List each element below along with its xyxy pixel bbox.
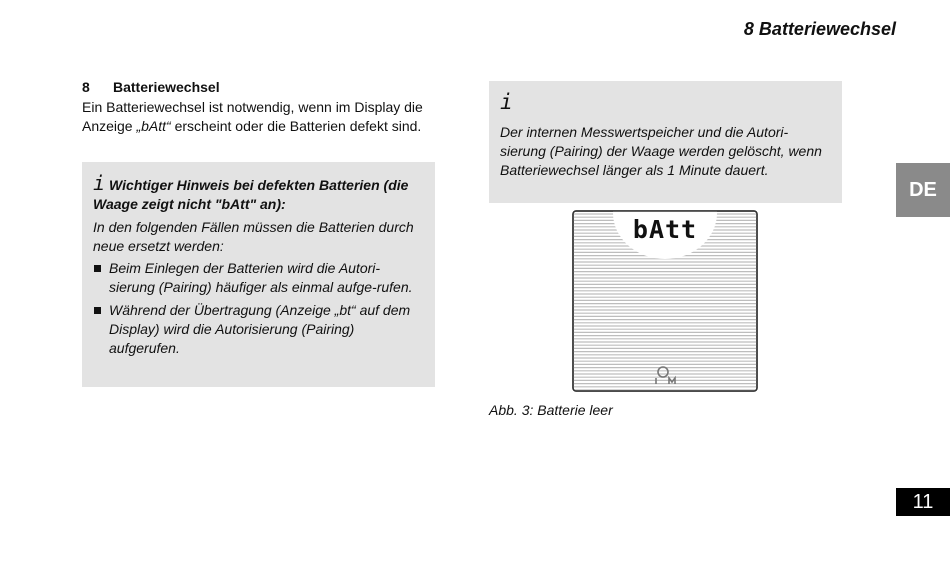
section-title: Batteriewechsel bbox=[113, 79, 220, 95]
info-text: Der internen Messwertspeicher und die Autori-sierung (Pairing) der Waage werden gelöscht, wenn Batteriewechsel länger als 1 Minute dauert. bbox=[500, 124, 822, 178]
bullet-text: Beim Einlegen der Batterien wird die Autori-sierung (Pairing) häufiger als einmal aufge-rufen. bbox=[109, 260, 413, 295]
list-item bbox=[93, 259, 425, 297]
intro-text-1: Ein Batteriewechsel ist notwendig, wenn im Display die Anzeige bbox=[82, 99, 423, 134]
header-title: 8 Batteriewechsel bbox=[743, 19, 896, 39]
warning-bullet-list bbox=[93, 259, 425, 358]
info-icon: i bbox=[500, 90, 513, 114]
section-heading bbox=[82, 79, 435, 95]
intro-code: „bAtt“ bbox=[136, 118, 171, 134]
scale-figure bbox=[570, 208, 760, 394]
scale-display-text: bAtt bbox=[632, 215, 698, 244]
info-box bbox=[489, 81, 842, 203]
warning-title: Wichtiger Hinweis bei defekten Batterien (die Waage zeigt nicht "bAtt" an): bbox=[93, 177, 409, 212]
bullet-text: Während der Übertragung (Anzeige „bt“ auf dem Display) wird die Autorisierung (Pairing) aufgerufen. bbox=[109, 302, 411, 356]
figure-caption: Abb. 3: Batterie leer bbox=[489, 402, 613, 418]
bullet-square-icon bbox=[94, 265, 101, 272]
bullet-square-icon bbox=[94, 307, 101, 314]
scale-illustration bbox=[570, 208, 760, 394]
warning-text: In den folgenden Fällen müssen die Batterien durch neue ersetzt werden: bbox=[93, 219, 414, 254]
list-item bbox=[93, 301, 425, 358]
page-number: 11 bbox=[896, 488, 950, 516]
section-number: 8 bbox=[82, 79, 90, 95]
intro-text-2: erscheint oder die Batterien defekt sind. bbox=[174, 118, 422, 134]
intro-paragraph bbox=[82, 98, 435, 136]
info-icon: i bbox=[93, 171, 106, 195]
warning-box bbox=[82, 162, 435, 387]
warning-title-line bbox=[93, 171, 425, 214]
section-intro bbox=[82, 79, 435, 136]
language-tab: DE bbox=[896, 163, 950, 217]
